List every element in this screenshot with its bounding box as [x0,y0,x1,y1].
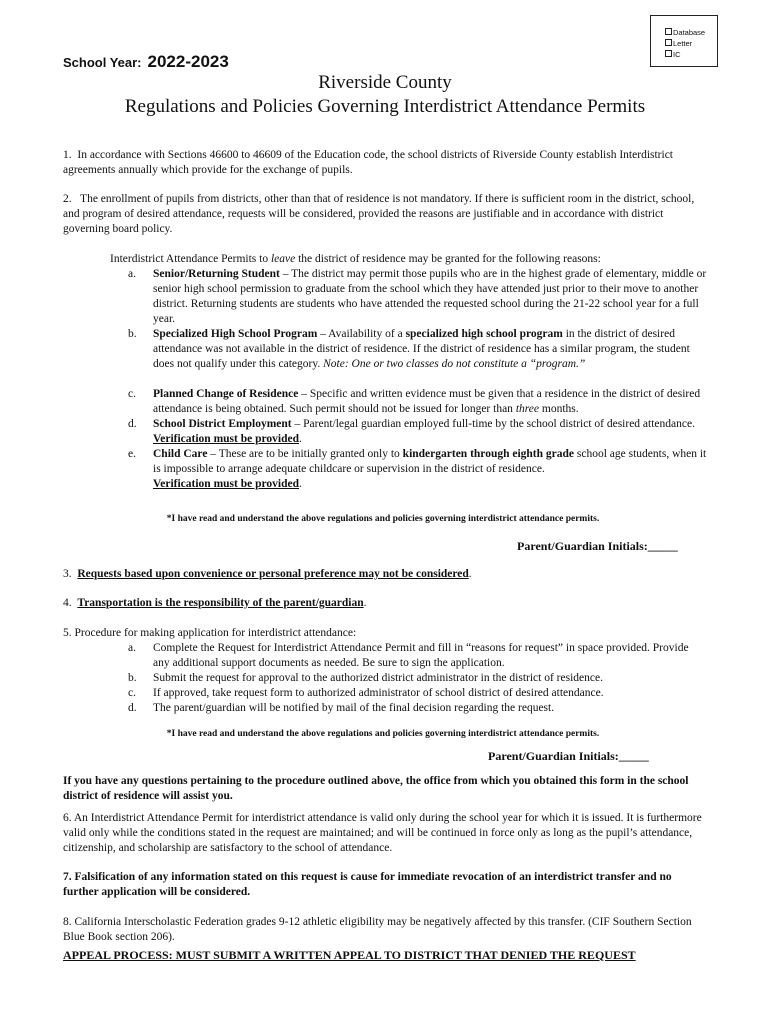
paragraph-3 [63,567,703,582]
reason-c-text: – Specific and written evidence must be given that a residence in the district of desired attendance is being obtained. Such permit should not be issued for longer than [153,388,701,415]
reason-b-text-2: in the district of desired attendance was not available in the district of residence. If the district of residence has a similar program, the student does not qualify under this category. [153,328,690,370]
reason-c-marker: c. [128,388,136,400]
reason-e-end: . [299,478,302,490]
paragraph-6: 6. An Interdistrict Attendance Permit for interdistrict attendance is valid only during the school year for which it is issued. It is furthermore valid only while the conditions stated in the request are maintained; and will be continued in force only as long as the pupil’s attendance, citizenship, and scholarship are satisfactory to the school of attendance. [63,812,702,854]
reason-e-verification: Verification must be provided [153,478,299,490]
reason-a-title: Senior/Returning Student [153,268,280,280]
reason-a-text: – The district may permit those pupils who are in the highest grade of elementary, middle or senior high school permission to graduate from the school which they have attended just prior to their move to another district. Returning students are students who have attended the requested school during the 21-22 school year for a full year. [153,268,707,325]
parent-initials-2[interactable]: Parent/Guardian Initials:_____ [488,749,649,763]
procedure-step-a-text: Complete the Request for Interdistrict Attendance Permit and fill in “reasons for request” in space provided. Provide any additional support documents as needed. Be sure to sign the application. [153,642,689,669]
reason-d-text: – Parent/legal guardian employed full-time by the school district of desired attendance. [291,418,695,430]
letter-checkbox[interactable] [665,39,672,46]
reason-b-title: Specialized High School Program [153,328,318,340]
reason-d-marker: d. [128,418,137,430]
paragraph-2-number: 2. [63,193,72,205]
paragraph-7: 7. Falsification of any information stated on this request is cause for immediate revocation of an interdistrict transfer and no further application will be considered. [63,871,672,898]
reason-e-text: – These are to be initially granted only to [207,448,403,460]
paragraph-2 [63,192,703,237]
reason-b [128,327,708,372]
reasons-intro-text-end: the district of residence may be granted for the following reasons: [295,253,601,265]
paragraph-1-number: 1. [63,149,72,161]
reason-a [128,267,708,327]
procedure-step-b [128,671,708,686]
procedure-step-a-marker: a. [128,642,136,654]
acknowledgement-1: *I have read and understand the above regulations and policies governing interdistrict attendance permits. [166,514,600,524]
ic-label: IC [673,50,681,59]
database-option [665,27,717,38]
reason-d-end: . [299,433,302,445]
paragraph-4-text: Transportation is the responsibility of the parent/guardian [77,597,364,609]
school-year-value: 2022-2023 [147,52,229,71]
reasons-intro-text: Interdistrict Attendance Permits to [110,253,271,265]
reason-e [128,447,708,492]
ic-checkbox[interactable] [665,50,672,57]
paragraph-1-text: In accordance with Sections 46600 to 46609 of the Education code, the school districts of Riverside County establish Interdistrict agreements annually which provide for the exchange of pupils. [63,149,674,176]
office-use-box [650,15,718,67]
paragraph-2-text: The enrollment of pupils from districts, other than that of residence is not mandatory. If there is sufficient room in the district, school, and program of desired attendance, requests will be considered, provided the reasons are justifiable and in accordance with district governing board policy. [63,193,695,235]
reason-d-verification: Verification must be provided [153,433,299,445]
paragraph-4-end: . [363,597,367,609]
questions-notice: If you have any questions pertaining to the procedure outlined above, the office from which you obtained this form in the school district of residence will assist you. [63,775,689,802]
reason-a-marker: a. [128,268,136,280]
letter-label: Letter [673,39,693,48]
paragraph-3-end: . [468,568,472,580]
reason-b-text: – Availability of a [317,328,406,340]
paragraph-1 [63,148,703,178]
procedure-step-c-marker: c. [128,687,136,699]
paragraph-4-number: 4. [63,597,72,609]
paragraph-3-number: 3. [63,568,72,580]
reason-c-emphasis: three [515,403,540,415]
letter-option [665,38,717,49]
ic-option [665,49,717,60]
reason-c [128,387,708,417]
reason-c-text-end: months. [539,403,579,415]
reason-e-text-2: school age students, when it is impossible to arrange adequate childcare or supervision in the district of residence. [153,448,707,475]
school-year [63,52,229,72]
school-year-label: School Year: [63,55,142,70]
procedure-step-a [128,641,708,671]
procedure-step-b-marker: b. [128,672,137,684]
database-label: Database [673,28,706,37]
procedure-step-d-marker: d. [128,702,137,714]
paragraph-4 [63,596,703,611]
reasons-intro [110,252,710,267]
reason-c-title: Planned Change of Residence [153,388,299,400]
reason-d [128,417,708,447]
reason-e-bold: kindergarten through eighth grade [402,448,575,460]
reasons-intro-emphasis: leave [270,253,296,265]
reason-b-bold: specialized high school program [405,328,563,340]
paragraph-8: 8. California Interscholastic Federation grades 9-12 athletic eligibility may be negatively affected by this transfer. (CIF Southern Section Blue Book section 206). [63,916,692,943]
county-title: Riverside County [318,72,452,93]
reason-e-title: Child Care [153,448,208,460]
procedure-step-c [128,686,708,701]
reason-b-marker: b. [128,328,137,340]
procedure-step-d-text: The parent/guardian will be notified by mail of the final decision regarding the request. [153,702,555,714]
paragraph-3-text: Requests based upon convenience or personal preference may not be considered [77,568,469,580]
acknowledgement-2: *I have read and understand the above regulations and policies governing interdistrict attendance permits. [166,729,600,739]
paragraph-5-intro: 5. Procedure for making application for interdistrict attendance: [63,627,357,639]
procedure-step-b-text: Submit the request for approval to the authorized district administrator in the district of residence. [153,672,603,684]
parent-initials-1[interactable]: Parent/Guardian Initials:_____ [517,539,678,553]
procedure-step-d [128,701,708,716]
reason-e-marker: e. [128,448,136,460]
appeal-process: APPEAL PROCESS: MUST SUBMIT A WRITTEN APPEAL TO DISTRICT THAT DENIED THE REQUEST [63,948,636,962]
reason-b-note: Note: One or two classes do not constitute a “program.” [323,358,586,370]
database-checkbox[interactable] [665,28,672,35]
document-title: Regulations and Policies Governing Interdistrict Attendance Permits [124,96,646,117]
procedure-step-c-text: If approved, take request form to authorized administrator of school district of desired attendance. [153,687,604,699]
reason-d-title: School District Employment [153,418,292,430]
